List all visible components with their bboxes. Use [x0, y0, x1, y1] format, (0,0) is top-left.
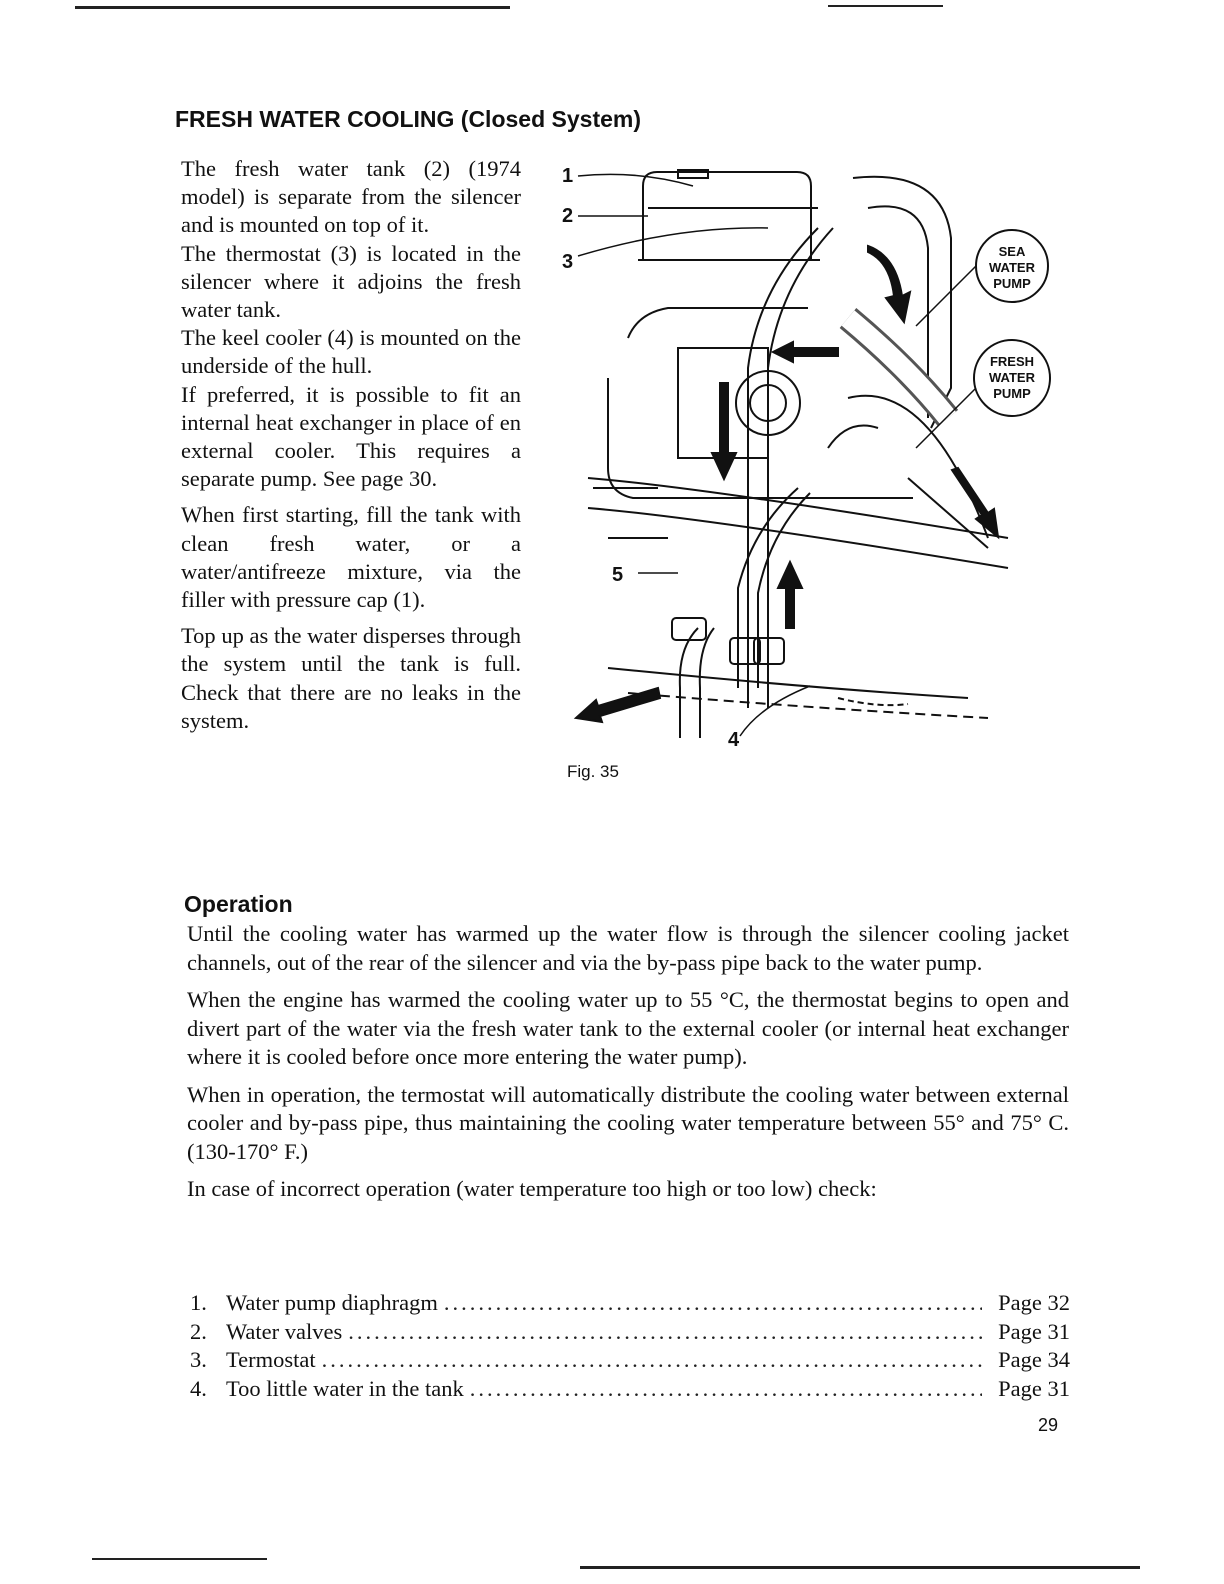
- leader-dots: [470, 1376, 982, 1402]
- sea-water-pump-badge: [976, 230, 1048, 302]
- check-item-number: 2.: [190, 1318, 207, 1344]
- check-item-page: Page 34: [998, 1347, 1070, 1372]
- section-heading: FRESH WATER COOLING (Closed System): [175, 106, 642, 132]
- operation-paragraph: When the engine has warmed the cooling water up to 55 °C, the thermostat begins to open and divert part of the water via the fresh water tank to the external cooler (or internal heat exchanger where it is cooled before once more entering the water pump).: [187, 987, 1069, 1069]
- check-item-number: 4.: [190, 1375, 207, 1401]
- cooling-system-diagram: [548, 148, 1068, 798]
- check-item-page: Page 31: [998, 1318, 1070, 1344]
- svg-text:SEA: SEA: [998, 244, 1026, 259]
- intro-paragraph: The thermostat (3) is located in the silencer where it adjoins the fresh water tank.: [181, 240, 521, 323]
- operation-paragraph: When in operation, the termostat will automatically distribute the cooling water between external cooler and by-pass pipe, thus maintaining the cooling water temperature between 55° and 75° C. (130-170° F.): [187, 1081, 1069, 1164]
- figure-caption: Fig. 35: [567, 762, 619, 781]
- scan-line-top-left: [75, 6, 510, 9]
- check-item: [190, 1290, 1070, 1319]
- svg-text:WATER: WATER: [989, 260, 1035, 275]
- check-list: [190, 1290, 1070, 1404]
- intro-paragraph: Top up as the water disperses through the system until the tank is full. Check that there are no leaks in the system.: [181, 623, 521, 733]
- scan-line-bottom-right: [580, 1566, 1140, 1569]
- check-item-number: 1.: [190, 1290, 207, 1315]
- check-item-number: 3.: [190, 1347, 207, 1372]
- check-item: [190, 1347, 1070, 1376]
- operation-heading: Operation: [184, 891, 293, 917]
- svg-text:FRESH: FRESH: [989, 354, 1035, 369]
- intro-paragraph: If preferred, it is possible to fit an internal heat exchanger in place of en external cooler. This requires a separate pump. See page 30.: [181, 381, 521, 492]
- svg-text:WATER: WATER: [989, 370, 1035, 385]
- intro-paragraph: When first starting, fill the tank with clean fresh water, or a water/antifreeze mixture, via the filler with pressure cap (1).: [181, 502, 521, 613]
- check-item-label: Too little water in the tank: [226, 1375, 464, 1401]
- leader-dots: [322, 1347, 982, 1373]
- scan-line-top-right: [828, 5, 943, 7]
- callout-5: 5: [612, 564, 624, 586]
- leader-dots: [348, 1319, 982, 1345]
- intro-paragraph: The fresh water tank (2) (1974 model) is separate from the silencer and is mounted on top of it.: [181, 156, 521, 238]
- engine-drawing: [588, 170, 1008, 568]
- check-item-label: Termostat: [226, 1347, 316, 1372]
- operation-paragraph: Until the cooling water has warmed up the water flow is through the silencer cooling jacket channels, out of the rear of the silencer and via the by-pass pipe back to the water pump.: [187, 921, 1069, 975]
- page-number: 29: [1038, 1415, 1059, 1435]
- operation-paragraph: In case of incorrect operation (water temperature too high or too low) check:: [187, 1176, 877, 1201]
- leader-dots: [444, 1290, 982, 1316]
- intro-text: [181, 155, 521, 735]
- svg-text:PUMP: PUMP: [993, 386, 1031, 401]
- callout-4: 4: [728, 729, 740, 751]
- callout-1: 1: [562, 165, 574, 187]
- pipe-drawing: [608, 228, 988, 738]
- check-item: [190, 1319, 1070, 1348]
- callout-3: 3: [562, 251, 574, 273]
- check-item-page: Page 32: [998, 1290, 1070, 1315]
- check-item-page: Page 31: [998, 1375, 1070, 1401]
- callout-2: 2: [562, 205, 574, 227]
- check-item: [190, 1376, 1070, 1405]
- check-item-label: Water valves: [226, 1318, 343, 1344]
- operation-text: [187, 920, 1069, 1213]
- fresh-water-pump-badge: [974, 340, 1050, 416]
- svg-text:PUMP: PUMP: [993, 276, 1031, 291]
- scan-line-bottom-left: [92, 1558, 267, 1560]
- callout-leaders: [578, 174, 976, 736]
- intro-paragraph: The keel cooler (4) is mounted on the underside of the hull.: [181, 325, 521, 379]
- check-item-label: Water pump diaphragm: [226, 1290, 438, 1315]
